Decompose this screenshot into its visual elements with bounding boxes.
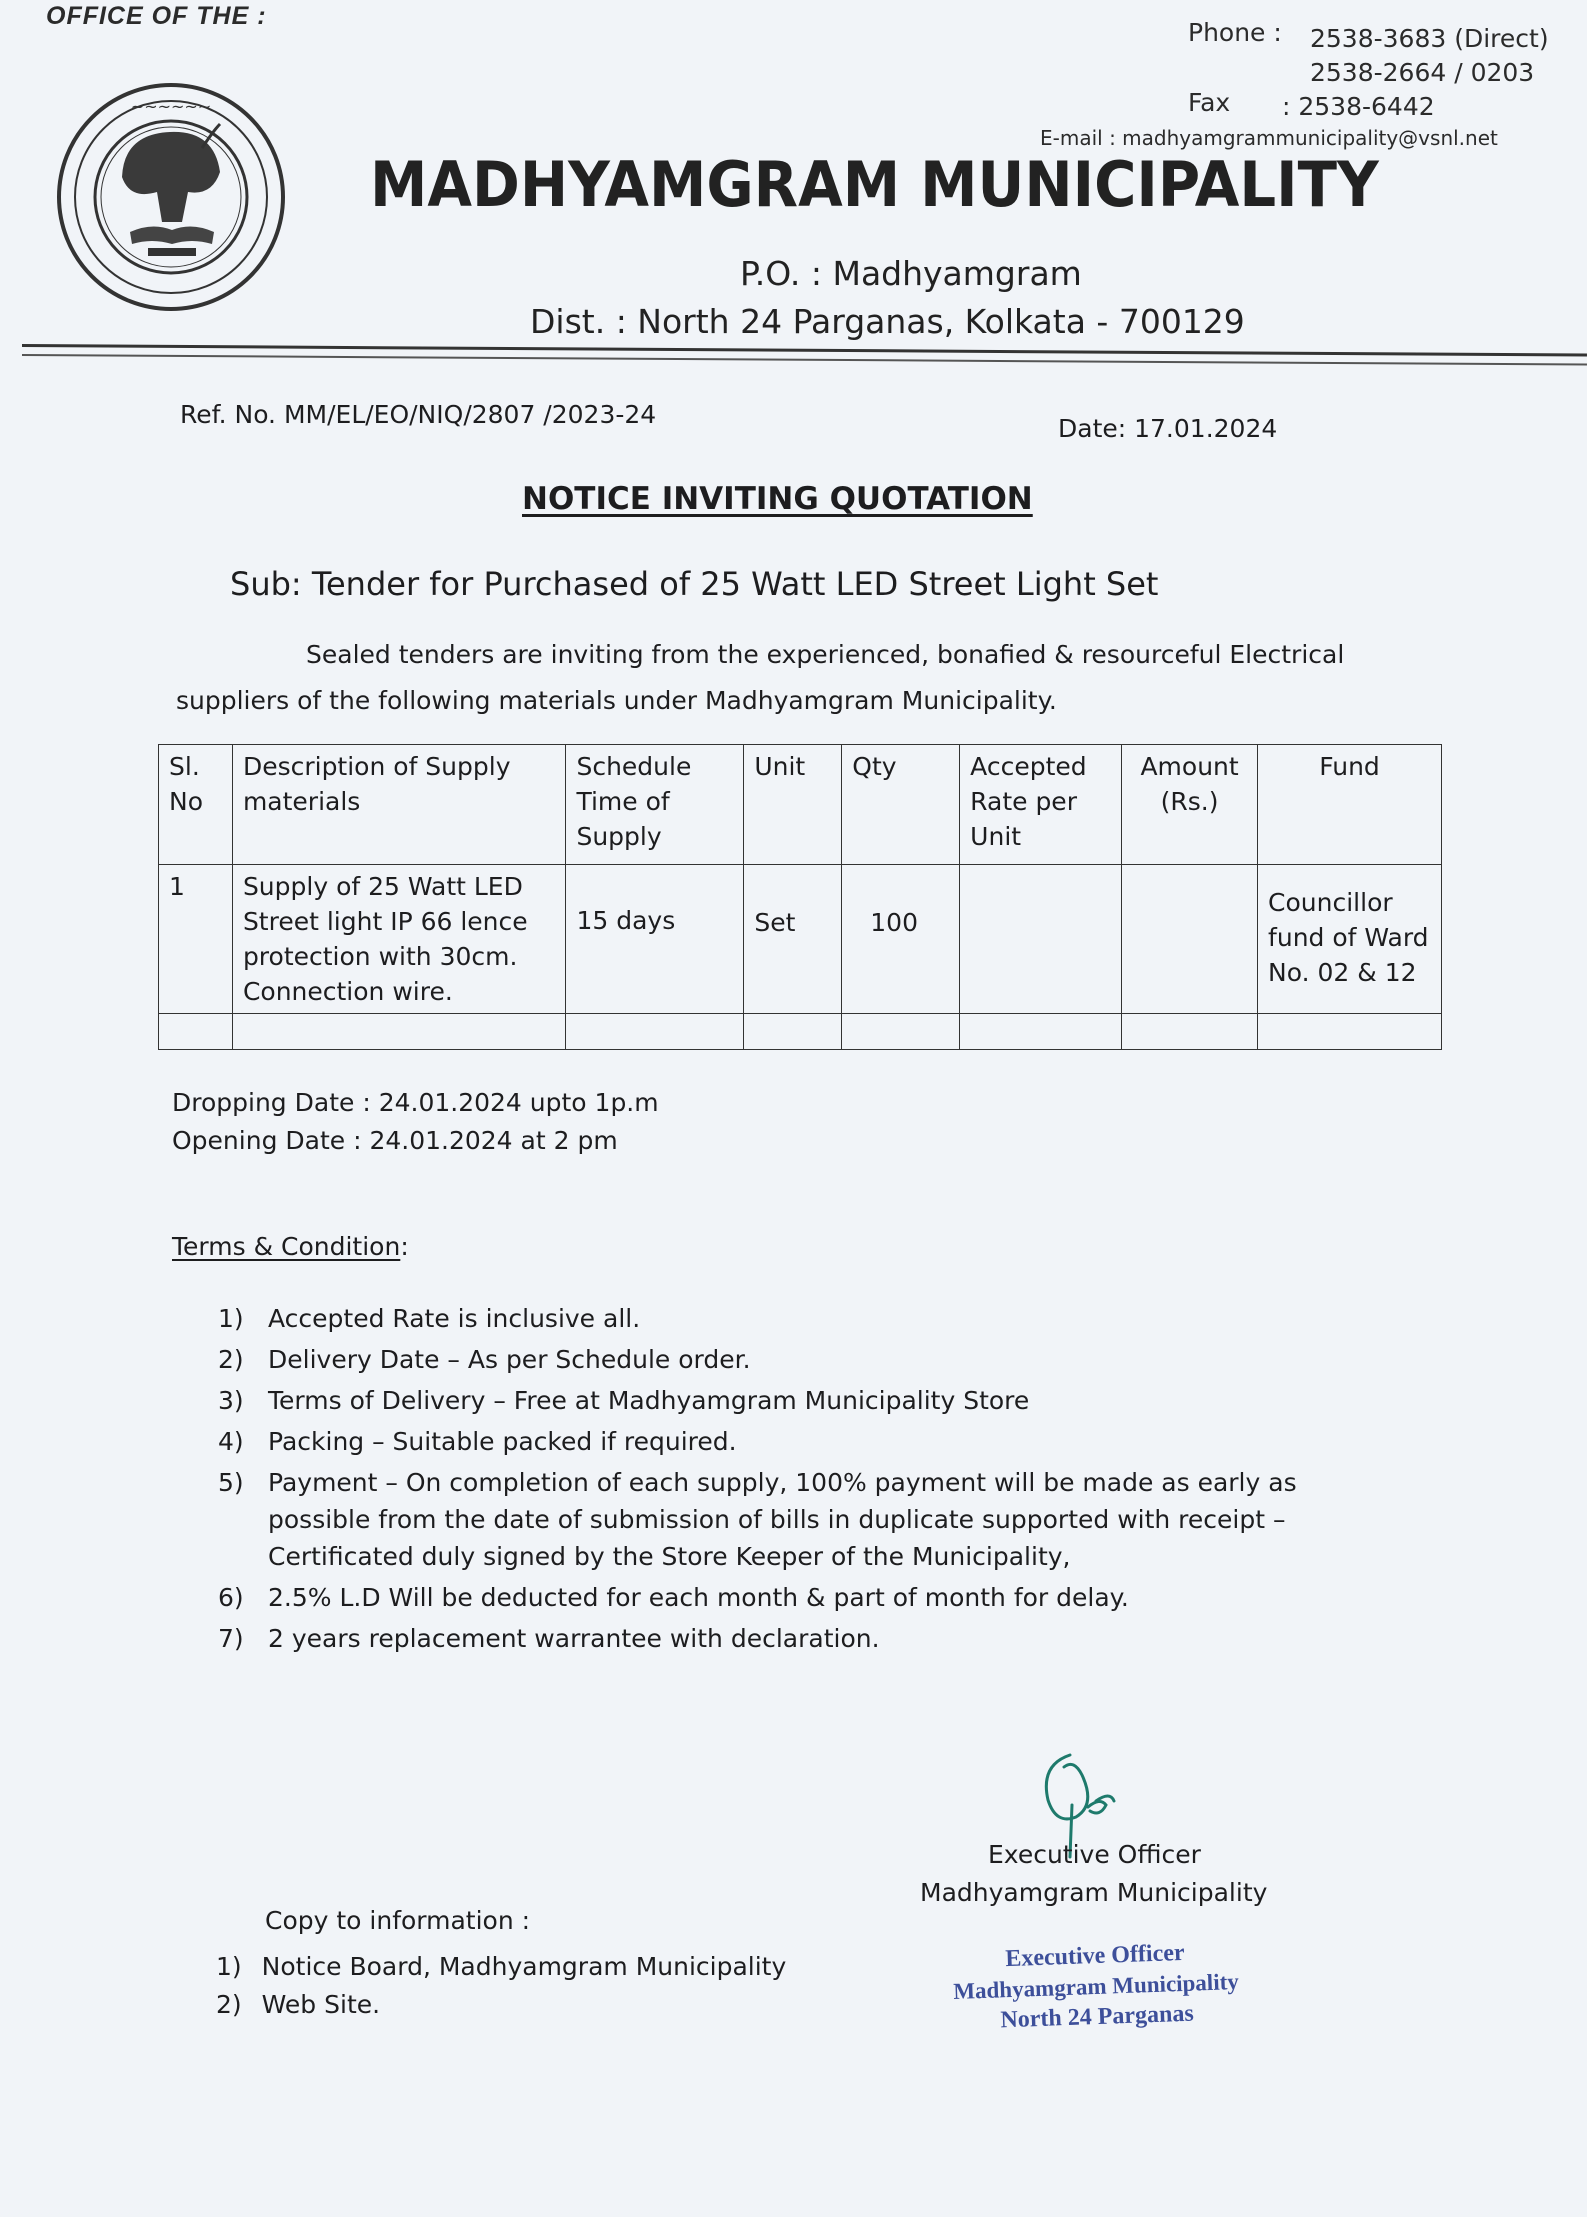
table-header-row xyxy=(159,745,1442,865)
header-unit: Unit xyxy=(744,745,842,865)
header-description: Description of Supply materials xyxy=(232,745,566,865)
signatory-title: Executive Officer xyxy=(988,1840,1201,1869)
notice-title: NOTICE INVITING QUOTATION xyxy=(522,481,1033,517)
stamp-line-3: North 24 Parganas xyxy=(1000,2000,1195,2034)
stamp-line-1: Executive Officer xyxy=(1004,1939,1185,1973)
notice-date: Date: 17.01.2024 xyxy=(1058,414,1278,443)
intro-line-1: Sealed tenders are inviting from the experienced, bonafied & resourceful Electrical xyxy=(306,640,1345,669)
terms-list xyxy=(218,1300,1418,1661)
list-item: 6) 2.5% L.D Will be deducted for each month & part of month for delay. xyxy=(218,1583,1129,1612)
intro-line-2: suppliers of the following materials under Madhyamgram Municipality. xyxy=(176,686,1057,715)
list-item: 1) Accepted Rate is inclusive all. xyxy=(218,1304,641,1333)
header-fund: Fund xyxy=(1258,745,1442,865)
cell-fund: Councillor fund of Ward No. 02 & 12 xyxy=(1258,865,1442,1014)
supply-items-table xyxy=(158,744,1442,1050)
terms-heading-colon: : xyxy=(400,1232,409,1261)
copy-to-heading: Copy to information : xyxy=(265,1906,531,1935)
cell-qty: 100 xyxy=(842,865,960,1014)
list-item: 4) Packing – Suitable packed if required. xyxy=(218,1427,737,1456)
email-address: E-mail : madhyamgrammunicipality@vsnl.net xyxy=(1040,126,1498,150)
municipality-name: MADHYAMGRAM MUNICIPALITY xyxy=(370,148,1379,221)
terms-heading-text: Terms & Condition xyxy=(172,1232,401,1261)
subject-line: Sub: Tender for Purchased of 25 Watt LED Street Light Set xyxy=(230,565,1159,603)
municipality-seal-logo xyxy=(52,72,290,322)
dropping-date: Dropping Date : 24.01.2024 upto 1p.m xyxy=(172,1088,659,1117)
fax-number: : 2538-6442 xyxy=(1282,92,1435,121)
header-accepted-rate: Accepted Rate per Unit xyxy=(960,745,1122,865)
list-item: 1) Notice Board, Madhyamgram Municipality xyxy=(216,1952,787,1981)
cell-unit: Set xyxy=(744,865,842,1014)
header-qty: Qty xyxy=(842,745,960,865)
cell-schedule: 15 days xyxy=(566,865,744,1014)
svg-text:~~~~~~: ~~~~~~ xyxy=(130,97,212,116)
phone-alt: 2538-2664 / 0203 xyxy=(1310,58,1535,87)
cell-accepted-rate xyxy=(960,865,1122,1014)
terms-heading xyxy=(172,1232,409,1261)
list-item: 2) Web Site. xyxy=(216,1990,381,2019)
post-office: P.O. : Madhyamgram xyxy=(740,254,1082,293)
cell-amount xyxy=(1122,865,1258,1014)
header-sl-no: Sl. No xyxy=(159,745,233,865)
header-amount: Amount (Rs.) xyxy=(1122,745,1258,865)
cell-description: Supply of 25 Watt LED Street light IP 66 lence protection with 30cm. Connection wire. xyxy=(232,865,566,1014)
district-address: Dist. : North 24 Parganas, Kolkata - 700129 xyxy=(530,302,1245,341)
list-item: 7) 2 years replacement warrantee with declaration. xyxy=(218,1624,880,1653)
stamp-line-2: Madhyamgram Municipality xyxy=(952,1969,1240,2004)
phone-label: Phone : xyxy=(1188,18,1282,47)
table-empty-row xyxy=(159,1014,1442,1050)
phone-direct: 2538-3683 (Direct) xyxy=(1310,24,1549,53)
list-item: 3) Terms of Delivery – Free at Madhyamgram Municipality Store xyxy=(218,1386,1030,1415)
table-row xyxy=(159,865,1442,1014)
list-item: 5) Payment – On completion of each supply, 100% payment will be made as early as possible from the date of submission of bills in duplicate supported with receipt – Certificated duly signed by the Store Keeper of the Municipality, xyxy=(218,1468,1297,1571)
header-divider-secondary xyxy=(22,354,1587,366)
list-item: 2) Delivery Date – As per Schedule order. xyxy=(218,1345,751,1374)
header-schedule: Schedule Time of Supply xyxy=(566,745,744,865)
opening-date: Opening Date : 24.01.2024 at 2 pm xyxy=(172,1126,618,1155)
office-of-label: OFFICE OF THE : xyxy=(46,2,267,30)
reference-number: Ref. No. MM/EL/EO/NIQ/2807 /2023-24 xyxy=(180,400,657,429)
official-stamp xyxy=(944,1935,1247,2037)
cell-sl-no: 1 xyxy=(159,865,233,1014)
fax-label: Fax xyxy=(1188,88,1231,117)
signatory-organization: Madhyamgram Municipality xyxy=(920,1878,1268,1907)
